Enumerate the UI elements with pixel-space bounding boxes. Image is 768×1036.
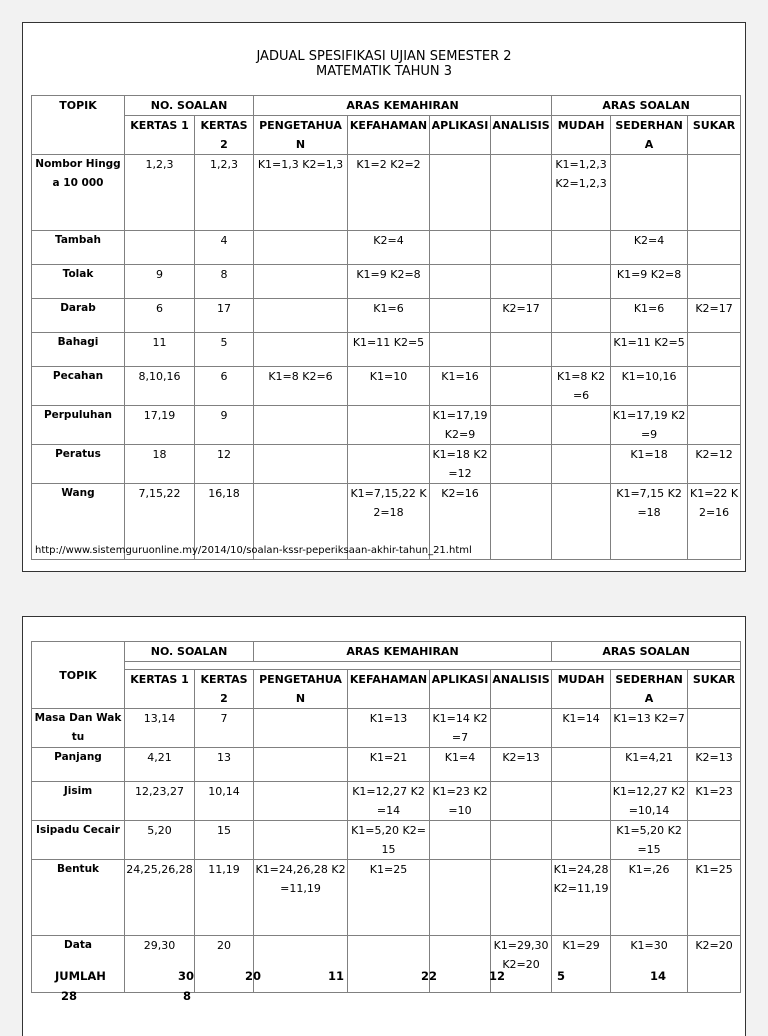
cell-kertas-1: 1,2,3	[125, 155, 195, 231]
jumlah-aplikasi: 12	[489, 969, 506, 983]
cell-mudah	[552, 231, 611, 265]
cell-sukar: K2=12	[688, 445, 741, 484]
cell-sederhana: K1=9 K2=8	[611, 265, 688, 299]
cell-kertas-2: 9	[195, 406, 254, 445]
header-kertas-1: KERTAS 1	[125, 670, 195, 709]
cell-analisis	[491, 155, 552, 231]
cell-aplikasi: K1=4	[430, 748, 491, 782]
table-row	[32, 231, 741, 265]
cell-kertas-1: 5,20	[125, 821, 195, 860]
cell-kertas-1: 4,21	[125, 748, 195, 782]
cell-aplikasi: K1=23 K2=10	[430, 782, 491, 821]
cell-sederhana: K1=13 K2=7	[611, 709, 688, 748]
table-row	[32, 265, 741, 299]
header-pengetahuan: PENGETAHUAN	[254, 670, 348, 709]
cell-pengetahuan	[254, 709, 348, 748]
cell-kefahaman	[348, 445, 430, 484]
cell-kefahaman: K1=6	[348, 299, 430, 333]
cell-sukar	[688, 709, 741, 748]
cell-aplikasi: K1=18 K2=12	[430, 445, 491, 484]
cell-topik: Data	[32, 936, 125, 993]
cell-analisis: K1=29,30 K2=20	[491, 936, 552, 993]
cell-aplikasi	[430, 299, 491, 333]
cell-mudah: K1=29	[552, 936, 611, 993]
cell-mudah	[552, 821, 611, 860]
header-aras-soalan: ARAS SOALAN	[552, 96, 741, 116]
table-row	[32, 860, 741, 936]
cell-sederhana: K1=4,21	[611, 748, 688, 782]
header-pengetahuan: PENGETAHUAN	[254, 116, 348, 155]
header-aras-kemahiran: ARAS KEMAHIRAN	[254, 642, 552, 662]
header-aplikasi: APLIKASI	[430, 116, 491, 155]
cell-pengetahuan	[254, 936, 348, 993]
cell-sukar	[688, 231, 741, 265]
cell-sederhana: K1=10,16	[611, 367, 688, 406]
header-no-soalan: NO. SOALAN	[125, 642, 254, 662]
cell-topik: Masa Dan Waktu	[32, 709, 125, 748]
cell-analisis: K2=17	[491, 299, 552, 333]
cell-kertas-2: 4	[195, 231, 254, 265]
header-aras-kemahiran: ARAS KEMAHIRAN	[254, 96, 552, 116]
cell-topik: Tolak	[32, 265, 125, 299]
cell-sukar: K1=22 K2=16	[688, 484, 741, 560]
jumlah-second-line-b: 8	[183, 989, 192, 1003]
cell-topik: Darab	[32, 299, 125, 333]
cell-sukar	[688, 333, 741, 367]
cell-kefahaman: K1=25	[348, 860, 430, 936]
header-kertas-1: KERTAS 1	[125, 116, 195, 155]
cell-sukar	[688, 265, 741, 299]
cell-kertas-2: 6	[195, 367, 254, 406]
cell-kertas-2: 20	[195, 936, 254, 993]
cell-kertas-1: 29,30	[125, 936, 195, 993]
cell-pengetahuan	[254, 406, 348, 445]
cell-aplikasi	[430, 936, 491, 993]
cell-sukar	[688, 821, 741, 860]
header-kefahaman: KEFAHAMAN	[348, 670, 430, 709]
cell-mudah	[552, 484, 611, 560]
cell-analisis	[491, 265, 552, 299]
cell-kertas-1: 13,14	[125, 709, 195, 748]
jumlah-sederhana: 14	[650, 969, 667, 983]
cell-pengetahuan: K1=8 K2=6	[254, 367, 348, 406]
document-subtitle: MATEMATIK TAHUN 3	[315, 64, 453, 79]
cell-sederhana: K1=17,19 K2=9	[611, 406, 688, 445]
source-url: http://www.sistemguruonline.my/2014/10/soalan-kssr-peperiksaan-akhir-tahun_21.html	[35, 545, 472, 556]
cell-sederhana: K1=18	[611, 445, 688, 484]
cell-mudah	[552, 265, 611, 299]
cell-kertas-1: 7,15,22	[125, 484, 195, 560]
cell-kertas-1: 12,23,27	[125, 782, 195, 821]
table-row	[32, 936, 741, 993]
cell-kefahaman: K1=9 K2=8	[348, 265, 430, 299]
cell-analisis	[491, 406, 552, 445]
table-row	[32, 445, 741, 484]
cell-kefahaman: K1=10	[348, 367, 430, 406]
cell-analisis	[491, 231, 552, 265]
header-analisis: ANALISIS	[491, 116, 552, 155]
document-title: JADUAL SPESIFIKASI UJIAN SEMESTER 2	[256, 49, 512, 64]
specification-table-2	[31, 641, 741, 993]
cell-topik: Perpuluhan	[32, 406, 125, 445]
cell-topik: Pecahan	[32, 367, 125, 406]
cell-kefahaman: K2=4	[348, 231, 430, 265]
cell-sederhana: K1=6	[611, 299, 688, 333]
cell-pengetahuan	[254, 821, 348, 860]
cell-kertas-2: 8	[195, 265, 254, 299]
cell-pengetahuan	[254, 782, 348, 821]
cell-sukar	[688, 155, 741, 231]
cell-kefahaman: K1=21	[348, 748, 430, 782]
cell-sukar: K1=23	[688, 782, 741, 821]
cell-analisis: K2=13	[491, 748, 552, 782]
table-row	[32, 782, 741, 821]
cell-kertas-1: 6	[125, 299, 195, 333]
header-sederhana: SEDERHANA	[611, 670, 688, 709]
header-no-soalan: NO. SOALAN	[125, 96, 254, 116]
cell-mudah	[552, 406, 611, 445]
cell-aplikasi	[430, 265, 491, 299]
cell-kertas-1	[125, 231, 195, 265]
cell-sukar: K2=13	[688, 748, 741, 782]
cell-mudah	[552, 333, 611, 367]
cell-topik: Panjang	[32, 748, 125, 782]
cell-mudah	[552, 445, 611, 484]
cell-kertas-2: 16,18	[195, 484, 254, 560]
cell-aplikasi: K2=16	[430, 484, 491, 560]
header-aras-soalan: ARAS SOALAN	[552, 642, 741, 662]
header-analisis: ANALISIS	[491, 670, 552, 709]
cell-sederhana	[611, 155, 688, 231]
cell-analisis	[491, 484, 552, 560]
cell-topik: Nombor Hingga 10 000	[32, 155, 125, 231]
cell-topik: Jisim	[32, 782, 125, 821]
cell-pengetahuan	[254, 333, 348, 367]
cell-kefahaman: K1=11 K2=5	[348, 333, 430, 367]
specification-table-1	[31, 95, 741, 560]
cell-sederhana: K1=,26	[611, 860, 688, 936]
cell-kertas-1: 8,10,16	[125, 367, 195, 406]
table-row	[32, 367, 741, 406]
cell-mudah: K1=1,2,3 K2=1,2,3	[552, 155, 611, 231]
cell-analisis	[491, 860, 552, 936]
cell-kefahaman: K1=13	[348, 709, 430, 748]
cell-aplikasi	[430, 231, 491, 265]
cell-sukar	[688, 367, 741, 406]
cell-analisis	[491, 445, 552, 484]
cell-topik: Bentuk	[32, 860, 125, 936]
cell-mudah: K1=24,28 K2=11,19	[552, 860, 611, 936]
header-sederhana: SEDERHANA	[611, 116, 688, 155]
table-row	[32, 709, 741, 748]
cell-topik: Isipadu Cecair	[32, 821, 125, 860]
header-kefahaman: KEFAHAMAN	[348, 116, 430, 155]
cell-sederhana: K1=7,15 K2=18	[611, 484, 688, 560]
header-mudah: MUDAH	[552, 670, 611, 709]
spec-table-page-2	[22, 616, 746, 1036]
jumlah-kertas-2: 20	[245, 969, 262, 983]
cell-analisis	[491, 333, 552, 367]
cell-kertas-2: 5	[195, 333, 254, 367]
cell-topik: Bahagi	[32, 333, 125, 367]
jumlah-kertas-1: 30	[178, 969, 195, 983]
cell-aplikasi	[430, 333, 491, 367]
cell-mudah: K1=14	[552, 709, 611, 748]
jumlah-second-line-a: 28	[61, 989, 78, 1003]
cell-analisis	[491, 367, 552, 406]
cell-aplikasi	[430, 821, 491, 860]
cell-topik: Wang	[32, 484, 125, 560]
table-row	[32, 155, 741, 231]
cell-kertas-2: 7	[195, 709, 254, 748]
cell-kertas-1: 18	[125, 445, 195, 484]
cell-pengetahuan	[254, 299, 348, 333]
cell-mudah	[552, 299, 611, 333]
cell-kertas-2: 11,19	[195, 860, 254, 936]
cell-kertas-1: 24,25,26,28	[125, 860, 195, 936]
cell-analisis	[491, 709, 552, 748]
cell-kertas-2: 12	[195, 445, 254, 484]
cell-topik: Tambah	[32, 231, 125, 265]
cell-aplikasi: K1=14 K2=7	[430, 709, 491, 748]
cell-kefahaman: K1=2 K2=2	[348, 155, 430, 231]
header-mudah: MUDAH	[552, 116, 611, 155]
table-row	[32, 821, 741, 860]
cell-kertas-2: 17	[195, 299, 254, 333]
jumlah-mudah: 5	[557, 969, 566, 983]
cell-kertas-1: 9	[125, 265, 195, 299]
cell-kertas-2: 15	[195, 821, 254, 860]
cell-pengetahuan	[254, 231, 348, 265]
table-row	[32, 299, 741, 333]
cell-sukar: K2=20	[688, 936, 741, 993]
cell-kertas-1: 11	[125, 333, 195, 367]
cell-pengetahuan	[254, 265, 348, 299]
cell-pengetahuan: K1=1,3 K2=1,3	[254, 155, 348, 231]
cell-topik: Peratus	[32, 445, 125, 484]
cell-pengetahuan: K1=24,26,28 K2=11,19	[254, 860, 348, 936]
table-row	[32, 406, 741, 445]
cell-sederhana: K1=11 K2=5	[611, 333, 688, 367]
header-sukar: SUKAR	[688, 670, 741, 709]
jumlah-kefahaman: 22	[421, 969, 438, 983]
header-aplikasi: APLIKASI	[430, 670, 491, 709]
cell-aplikasi: K1=17,19 K2=9	[430, 406, 491, 445]
header-topik: TOPIK	[32, 96, 125, 155]
cell-sederhana: K1=30	[611, 936, 688, 993]
cell-analisis	[491, 821, 552, 860]
cell-pengetahuan	[254, 748, 348, 782]
cell-kefahaman: K1=5,20 K2=15	[348, 821, 430, 860]
cell-kertas-2: 10,14	[195, 782, 254, 821]
cell-aplikasi	[430, 155, 491, 231]
cell-sederhana: K1=12,27 K2=10,14	[611, 782, 688, 821]
cell-aplikasi	[430, 860, 491, 936]
cell-pengetahuan	[254, 445, 348, 484]
jumlah-label: JUMLAH	[55, 969, 106, 983]
cell-sukar	[688, 406, 741, 445]
cell-aplikasi: K1=16	[430, 367, 491, 406]
cell-mudah: K1=8 K2=6	[552, 367, 611, 406]
header-kertas-2: KERTAS 2	[195, 670, 254, 709]
cell-kertas-1: 17,19	[125, 406, 195, 445]
cell-sederhana: K1=5,20 K2=15	[611, 821, 688, 860]
cell-kertas-2: 13	[195, 748, 254, 782]
cell-mudah	[552, 748, 611, 782]
header-kertas-2: KERTAS 2	[195, 116, 254, 155]
table-row	[32, 333, 741, 367]
cell-sederhana: K2=4	[611, 231, 688, 265]
table-row	[32, 748, 741, 782]
cell-mudah	[552, 782, 611, 821]
cell-analisis	[491, 782, 552, 821]
header-topik: TOPIK	[32, 642, 125, 709]
cell-kertas-2: 1,2,3	[195, 155, 254, 231]
cell-kefahaman	[348, 936, 430, 993]
jumlah-pengetahuan: 11	[328, 969, 345, 983]
spec-table-page-1	[22, 22, 746, 572]
cell-kefahaman: K1=12,27 K2=14	[348, 782, 430, 821]
cell-sukar: K1=25	[688, 860, 741, 936]
cell-kefahaman	[348, 406, 430, 445]
cell-sukar: K2=17	[688, 299, 741, 333]
cell-kefahaman: K1=7,15,22 K2=18	[348, 484, 430, 560]
header-sukar: SUKAR	[688, 116, 741, 155]
